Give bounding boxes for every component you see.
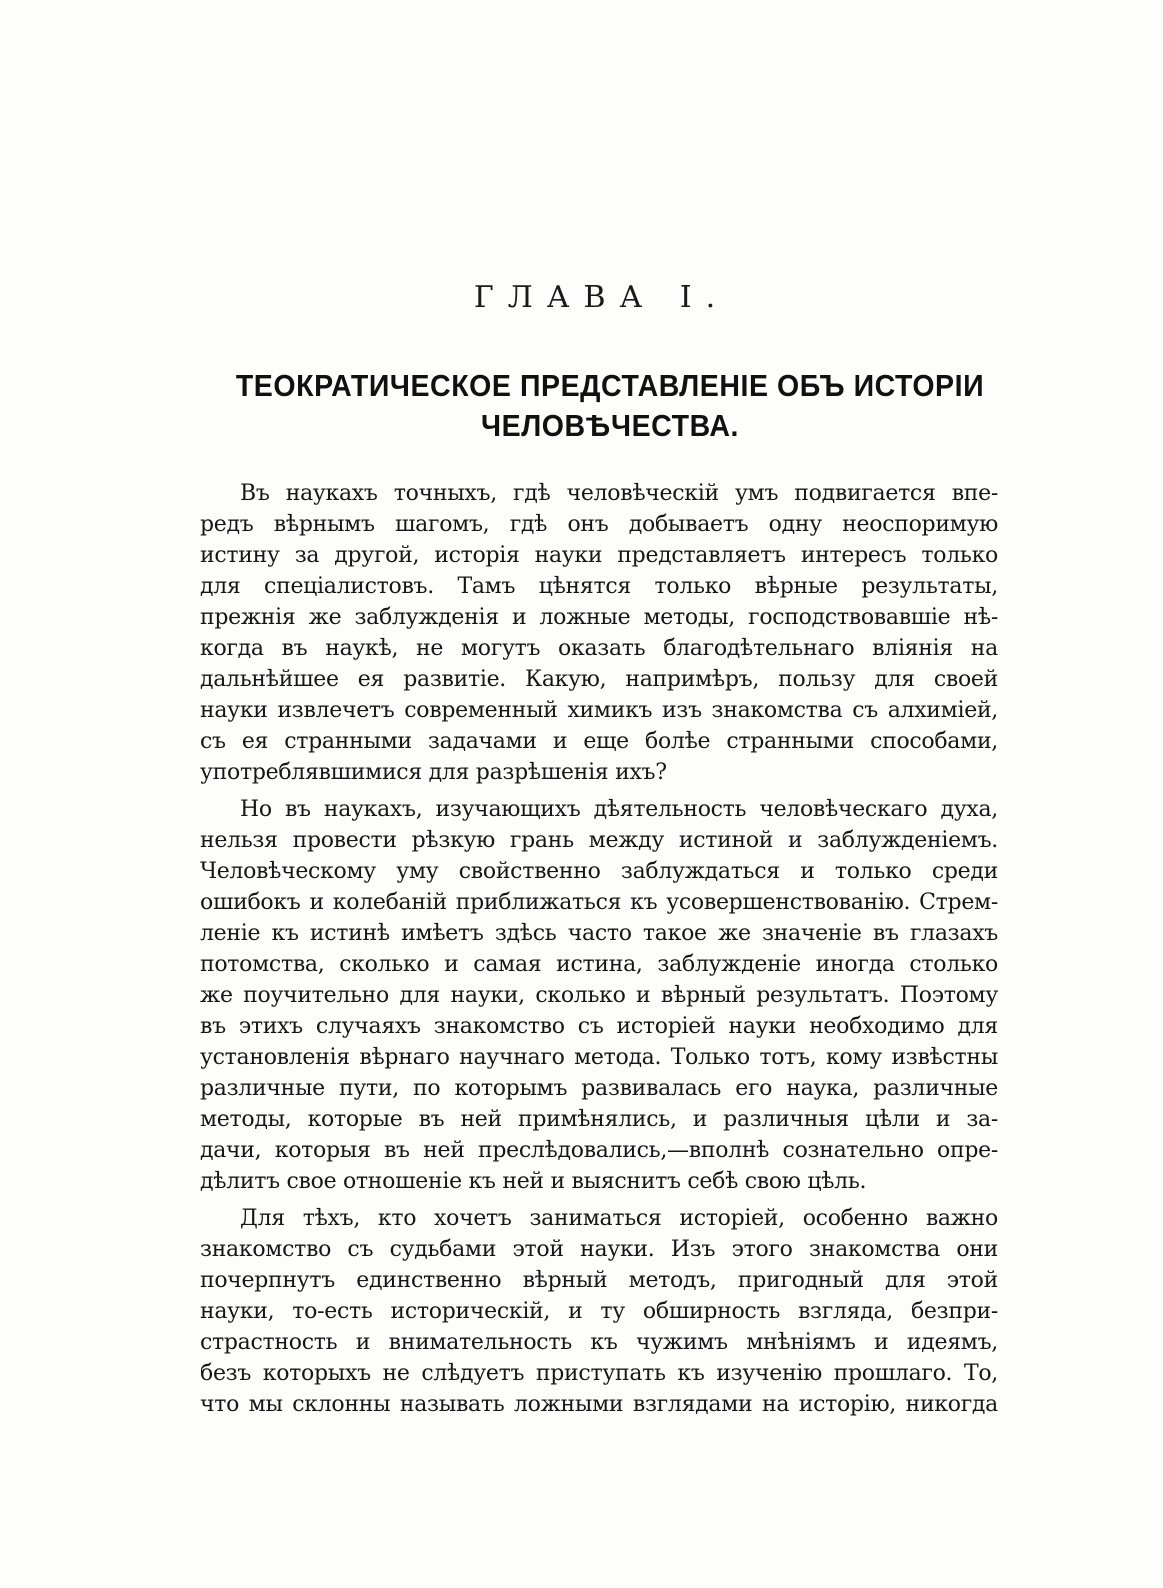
text-line: ошибокъ и колебаній приближаться къ усовершенствованію. Стрем-: [200, 890, 998, 915]
text-line: Человѣческому уму свойственно заблуждаться и только среди: [200, 859, 998, 884]
chapter-title: [187, 366, 1033, 446]
text-line: употреблявшимися для разрѣшенія ихъ?: [200, 760, 667, 785]
text-line: науки, то-есть историческій, и ту обширность взгляда, безпри-: [200, 1299, 998, 1324]
text-line: потомства, сколько и самая истина, заблужденіе иногда столько: [200, 952, 998, 977]
text-line: почерпнутъ единственно вѣрный методъ, пригодный для этой: [200, 1268, 998, 1293]
text-line: науки извлечетъ современный химикъ изъ знакомства съ алхиміей,: [200, 698, 998, 723]
text-line: безъ которыхъ не слѣдуетъ приступать къ изученію прошлаго. То,: [200, 1361, 998, 1386]
text-line: въ этихъ случаяхъ знакомство съ исторіей науки необходимо для: [200, 1014, 998, 1039]
text-line: дѣлитъ свое отношеніе къ ней и выяснитъ себѣ свою цѣль.: [200, 1169, 867, 1194]
text-line: леніе къ истинѣ имѣетъ здѣсь часто такое же значеніе въ глазахъ: [200, 921, 998, 946]
text-line: прежнія же заблужденія и ложные методы, господствовавшіе нѣ-: [200, 605, 998, 630]
text-line: Но въ наукахъ, изучающихъ дѣятельность человѣческаго духа,: [240, 797, 998, 822]
text-line: когда въ наукѣ, не могутъ оказать благодѣтельнаго вліянія на: [200, 636, 998, 661]
text-line: установленія вѣрнаго научнаго метода. Только тотъ, кому извѣстны: [200, 1045, 998, 1070]
text-line: нельзя провести рѣзкую грань между истиной и заблужденіемъ.: [200, 828, 998, 853]
text-line: редъ вѣрнымъ шагомъ, гдѣ онъ добываетъ одну неоспоримую: [200, 512, 998, 537]
paragraph-2: [200, 794, 998, 1197]
chapter-heading: ГЛАВА I.: [473, 280, 730, 315]
text-line: Въ наукахъ точныхъ, гдѣ человѣческій умъ подвигается впе-: [240, 481, 998, 506]
text-line: истину за другой, исторія науки представляетъ интересъ только: [200, 543, 998, 568]
text-line: съ ея странными задачами и еще болѣе странными способами,: [200, 729, 998, 754]
paragraph-3: [200, 1203, 998, 1420]
chapter-title-line-2: ЧЕЛОВѢЧЕСТВА.: [481, 408, 739, 443]
text-line: знакомство съ судьбами этой науки. Изъ этого знакомства они: [200, 1237, 998, 1262]
text-line: методы, которые въ ней примѣнялись, и различныя цѣли и за-: [200, 1107, 998, 1132]
text-line: страстность и внимательность къ чужимъ мнѣніямъ и идеямъ,: [200, 1330, 998, 1355]
paragraph-1: [200, 478, 998, 788]
text-line: же поучительно для науки, сколько и вѣрный результатъ. Поэтому: [200, 983, 998, 1008]
text-line: различные пути, по которымъ развивалась его наука, различные: [200, 1076, 998, 1101]
text-line: дачи, которыя въ ней преслѣдовались,—вполнѣ сознательно опре-: [200, 1138, 998, 1163]
text-line: Для тѣхъ, кто хочетъ заниматься исторіей, особенно важно: [240, 1206, 998, 1231]
body-text: [200, 478, 998, 1426]
text-line: что мы склонны называть ложными взглядами на исторію, никогда: [200, 1392, 998, 1417]
text-line: для спеціалистовъ. Тамъ цѣнятся только вѣрные результаты,: [200, 574, 998, 599]
text-line: дальнѣйшее ея развитіе. Какую, напримѣръ, пользу для своей: [200, 667, 998, 692]
chapter-title-line-1: ТЕОКРАТИЧЕСКОЕ ПРЕДСТАВЛЕНІЕ ОБЪ ИСТОРІИ: [235, 368, 985, 403]
